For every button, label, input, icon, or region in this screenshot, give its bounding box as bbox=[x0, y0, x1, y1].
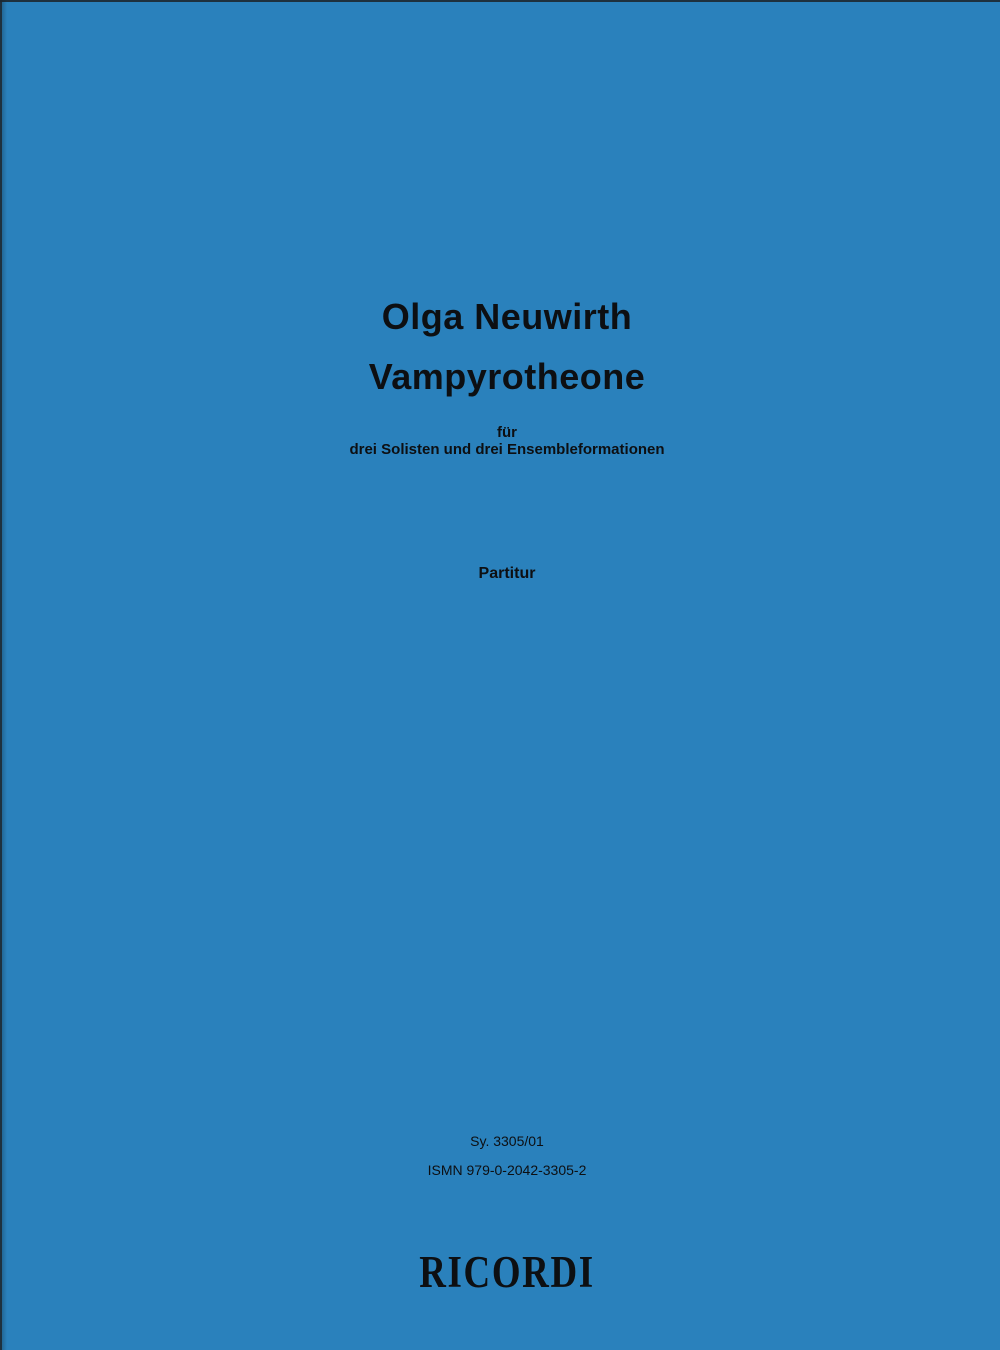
work-subtitle bbox=[14, 424, 1000, 458]
composer-name: Olga Neuwirth bbox=[381, 296, 633, 337]
publisher-logo bbox=[14, 1246, 1000, 1298]
cover-content bbox=[14, 0, 1000, 1350]
scan-edge-left-shadow bbox=[2, 0, 7, 1350]
edition-label: Partitur bbox=[478, 565, 536, 582]
ismn-number: ISMN 979-0-2042-3305-2 bbox=[427, 1162, 587, 1178]
publisher-wordmark: RICORDI bbox=[419, 1247, 595, 1297]
plate-number: Sy. 3305/01 bbox=[470, 1133, 544, 1149]
work-title: Vampyrotheone bbox=[368, 356, 646, 397]
subtitle-line-1: für bbox=[497, 424, 517, 441]
subtitle-line-2: drei Solisten und drei Ensembleformationen bbox=[349, 441, 665, 458]
